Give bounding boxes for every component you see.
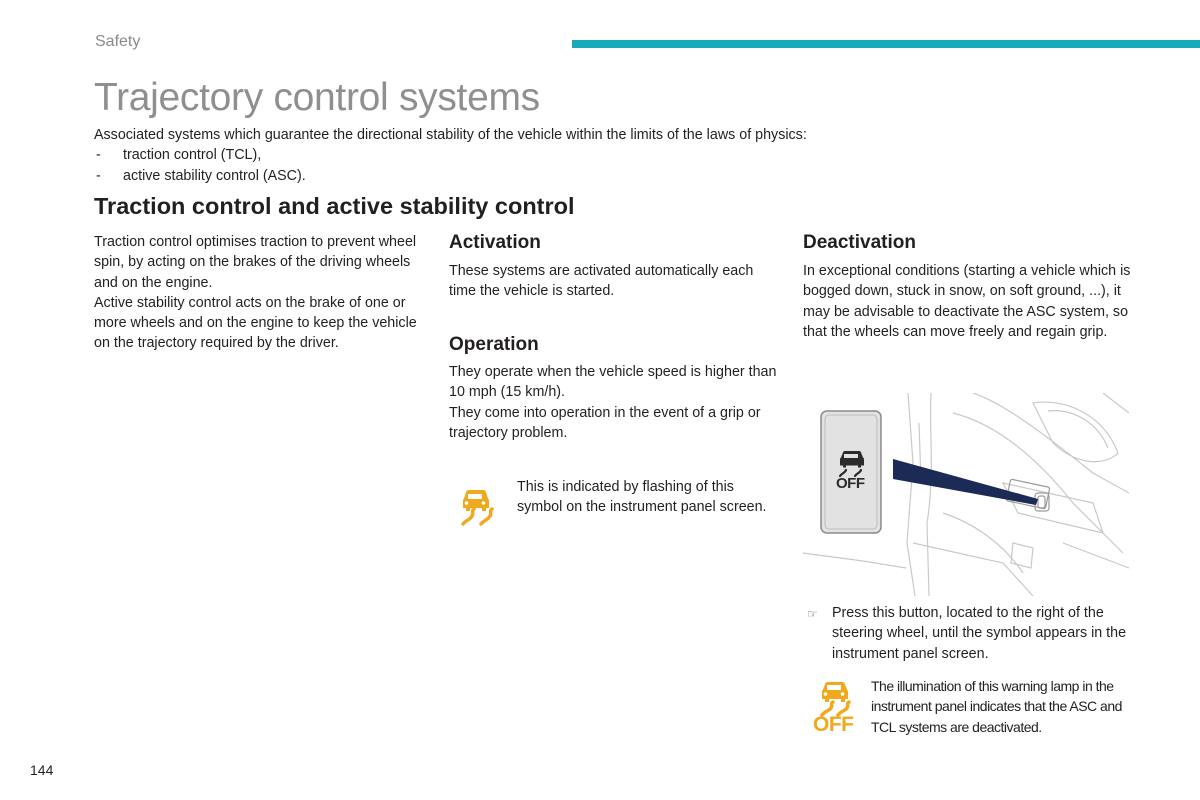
page-number: 144 xyxy=(30,762,54,778)
operation-text xyxy=(449,362,779,443)
paragraph: These systems are activated automatically each time the vehicle is started. xyxy=(449,263,754,300)
deactivation-heading: Deactivation xyxy=(803,232,916,253)
activation-text xyxy=(449,261,779,302)
operation-note: This is indicated by flashing of this symbol on the instrument panel screen. xyxy=(517,479,767,516)
warning-note: The illumination of this warning lamp in the instrument panel indicates that the ASC and TCL systems are deactivated. xyxy=(871,678,1122,735)
section-heading: Traction control and active stability control xyxy=(94,193,575,219)
list-item: - active stability control (ASC). xyxy=(94,166,1094,186)
deactivation-text xyxy=(803,261,1133,342)
skid-car-icon xyxy=(455,484,501,535)
intro-text: Associated systems which guarantee the directional stability of the vehicle within the limits of the laws of physics: xyxy=(94,127,807,143)
left-column xyxy=(94,232,424,354)
dashboard-illustration xyxy=(803,393,1129,596)
operation-heading: Operation xyxy=(449,334,539,355)
section-label: Safety xyxy=(95,33,141,50)
intro-list xyxy=(94,145,1094,186)
paragraph: They come into operation in the event of a grip or trajectory problem. xyxy=(449,404,761,441)
header-bar xyxy=(572,40,1200,48)
page-title: Trajectory control systems xyxy=(94,76,540,119)
pointing-hand-icon: ☞ xyxy=(807,607,818,621)
activation-heading: Activation xyxy=(449,232,541,253)
instruction-text: Press this button, located to the right of the steering wheel, until the symbol appears in the instrument panel screen. xyxy=(832,605,1127,662)
paragraph: They operate when the vehicle speed is higher than 10 mph (15 km/h). xyxy=(449,364,777,401)
off-button-label: OFF xyxy=(836,475,865,492)
instruction xyxy=(803,603,1133,664)
intro xyxy=(94,125,1094,186)
paragraph: In exceptional conditions (starting a vehicle which is bogged down, stuck in snow, on soft ground, ...), it may be advisable to deactivate the ASC system, so that the wheels can move freely and regain grip. xyxy=(803,263,1131,340)
skid-car-off-icon xyxy=(812,680,858,736)
off-label: OFF xyxy=(813,713,854,736)
paragraph: Active stability control acts on the brake of one or more wheels and on the engine to keep the vehicle on the trajectory required by the driver. xyxy=(94,294,417,352)
list-item: - traction control (TCL), xyxy=(94,145,1094,165)
paragraph: Traction control optimises traction to prevent wheel spin, by acting on the brakes of the driving wheels and on the engine. xyxy=(94,234,417,291)
